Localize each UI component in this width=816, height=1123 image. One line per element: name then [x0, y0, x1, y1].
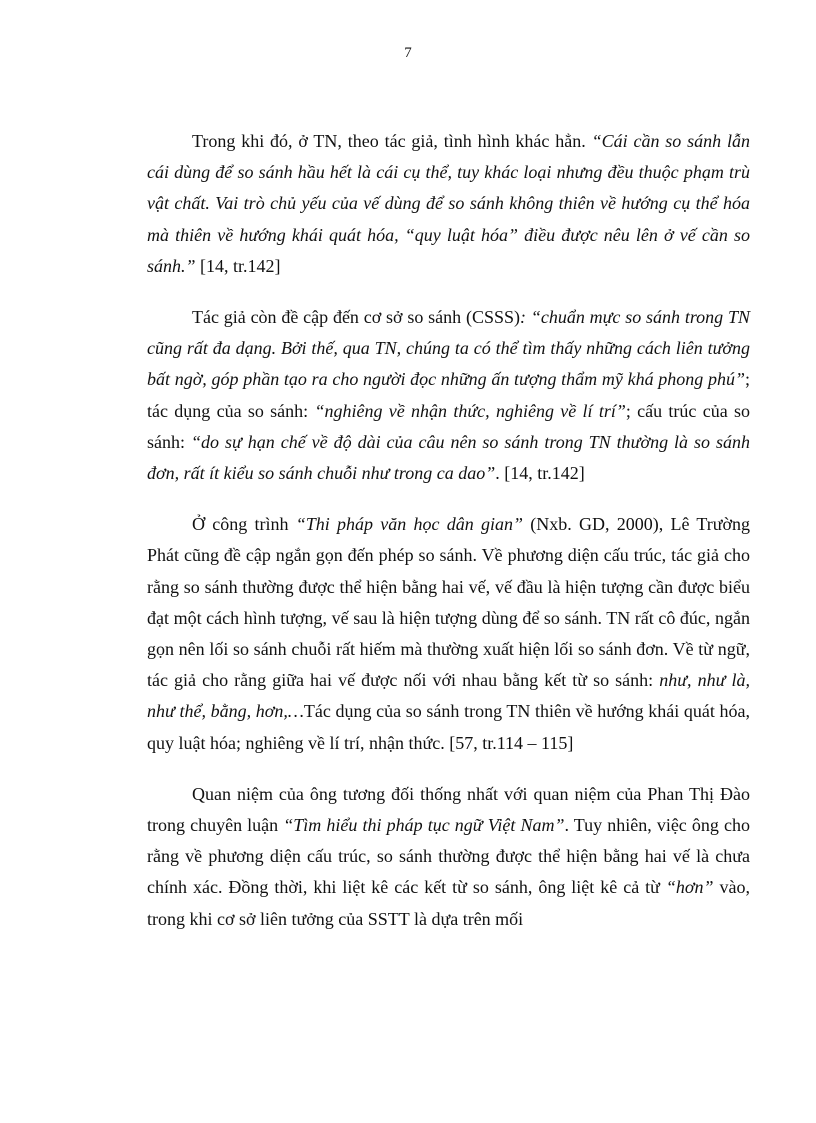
text-segment: (Nxb. GD, 2000), Lê Trường Phát cũng đề cập ngắn gọn đến phép so sánh. Về phương diện cấu trúc, tác giả cho rằng so sánh thường được thể hiện bằng hai vế, vế đầu là hiện tượng cần được biểu đạt một cách hình tượng, vế sau là hiện tượng dùng để so sánh. TN rất cô đúc, ngắn gọn nên lối so sánh chuỗi rất hiếm mà thường xuất hiện lối so sánh đơn. Về từ ngữ, tác giả cho rằng giữa hai vế được nối với nhau bằng kết từ so sánh:: [147, 514, 751, 691]
paragraph-3: [147, 509, 750, 759]
page-number: 7: [404, 45, 412, 61]
text-segment: . Tuy nhiên, việc ông cho rằng về phương diện cấu trúc, so sánh thường được thể hiện bằng hai vế là chưa chính xác. Đồng thời, khi liệt kê các kết từ so sánh, ông liệt kê cả từ: [147, 815, 750, 898]
text-segment: vào, trong khi cơ sở liên tưởng của SSTT là dựa trên mối: [147, 877, 750, 929]
book-title: “Thi pháp văn học dân gian”: [295, 514, 523, 535]
paragraph-4: [147, 779, 750, 935]
text-segment: Tác dụng của so sánh trong TN thiên về hướng khái quát hóa, quy luật hóa; nghiêng về lí trí, nhận thức. [57, tr.114 – 115]: [147, 701, 751, 753]
text-segment: Tác giả còn đề cập đến cơ sở so sánh (CSSS): [192, 307, 521, 328]
text-segment: Ở công trình: [192, 514, 296, 535]
quotation: : “chuẩn mực so sánh trong TN cũng rất đa dạng. Bởi thế, qua TN, chúng ta có thể tìm thấy những cách liên tưởng bất ngờ, góp phần tạo ra cho người đọc những ấn tượng thẩm mỹ khá phong phú”: [147, 307, 751, 390]
body-text: [147, 126, 750, 935]
citation: [14, tr.142]: [195, 255, 281, 276]
paragraph-1: [147, 126, 750, 282]
citation: . [14, tr.142]: [495, 463, 585, 484]
conjunction-list: như, như là, như thể, bằng, hơn,…: [147, 670, 751, 722]
text-segment: Quan niệm của ông tương đối thống nhất với quan niệm của Phan Thị Đào trong chuyên luận: [147, 783, 750, 836]
text-segment: Trong khi đó, ở TN, theo tác giả, tình hình khác hẳn.: [192, 131, 592, 151]
quotation: “do sự hạn chế về độ dài của câu nên so sánh trong TN thường là so sánh đơn, rất ít kiểu so sánh chuỗi như trong ca dao”: [147, 431, 750, 484]
book-title: “Tìm hiểu thi pháp tục ngữ Việt Nam”: [283, 815, 565, 836]
quotation: “Cái cần so sánh lẫn cái dùng để so sánh hầu hết là cái cụ thể, tuy khác loại nhưng đều thuộc phạm trù vật chất. Vai trò chủ yếu của vế dùng để so sánh không thiên về hướng cụ thể hóa mà thiên về hướng khái quát hóa, “quy luật hóa” điều được nêu lên ở vế cần so sánh.”: [147, 131, 750, 276]
quoted-word: “hơn”: [665, 877, 714, 898]
quotation: “nghiêng về nhận thức, nghiêng về lí trí”: [314, 400, 626, 421]
paragraph-2: [147, 302, 750, 489]
text-segment: ; tác dụng của so sánh:: [147, 369, 750, 421]
text-segment: ; cấu trúc của so sánh:: [147, 400, 750, 452]
